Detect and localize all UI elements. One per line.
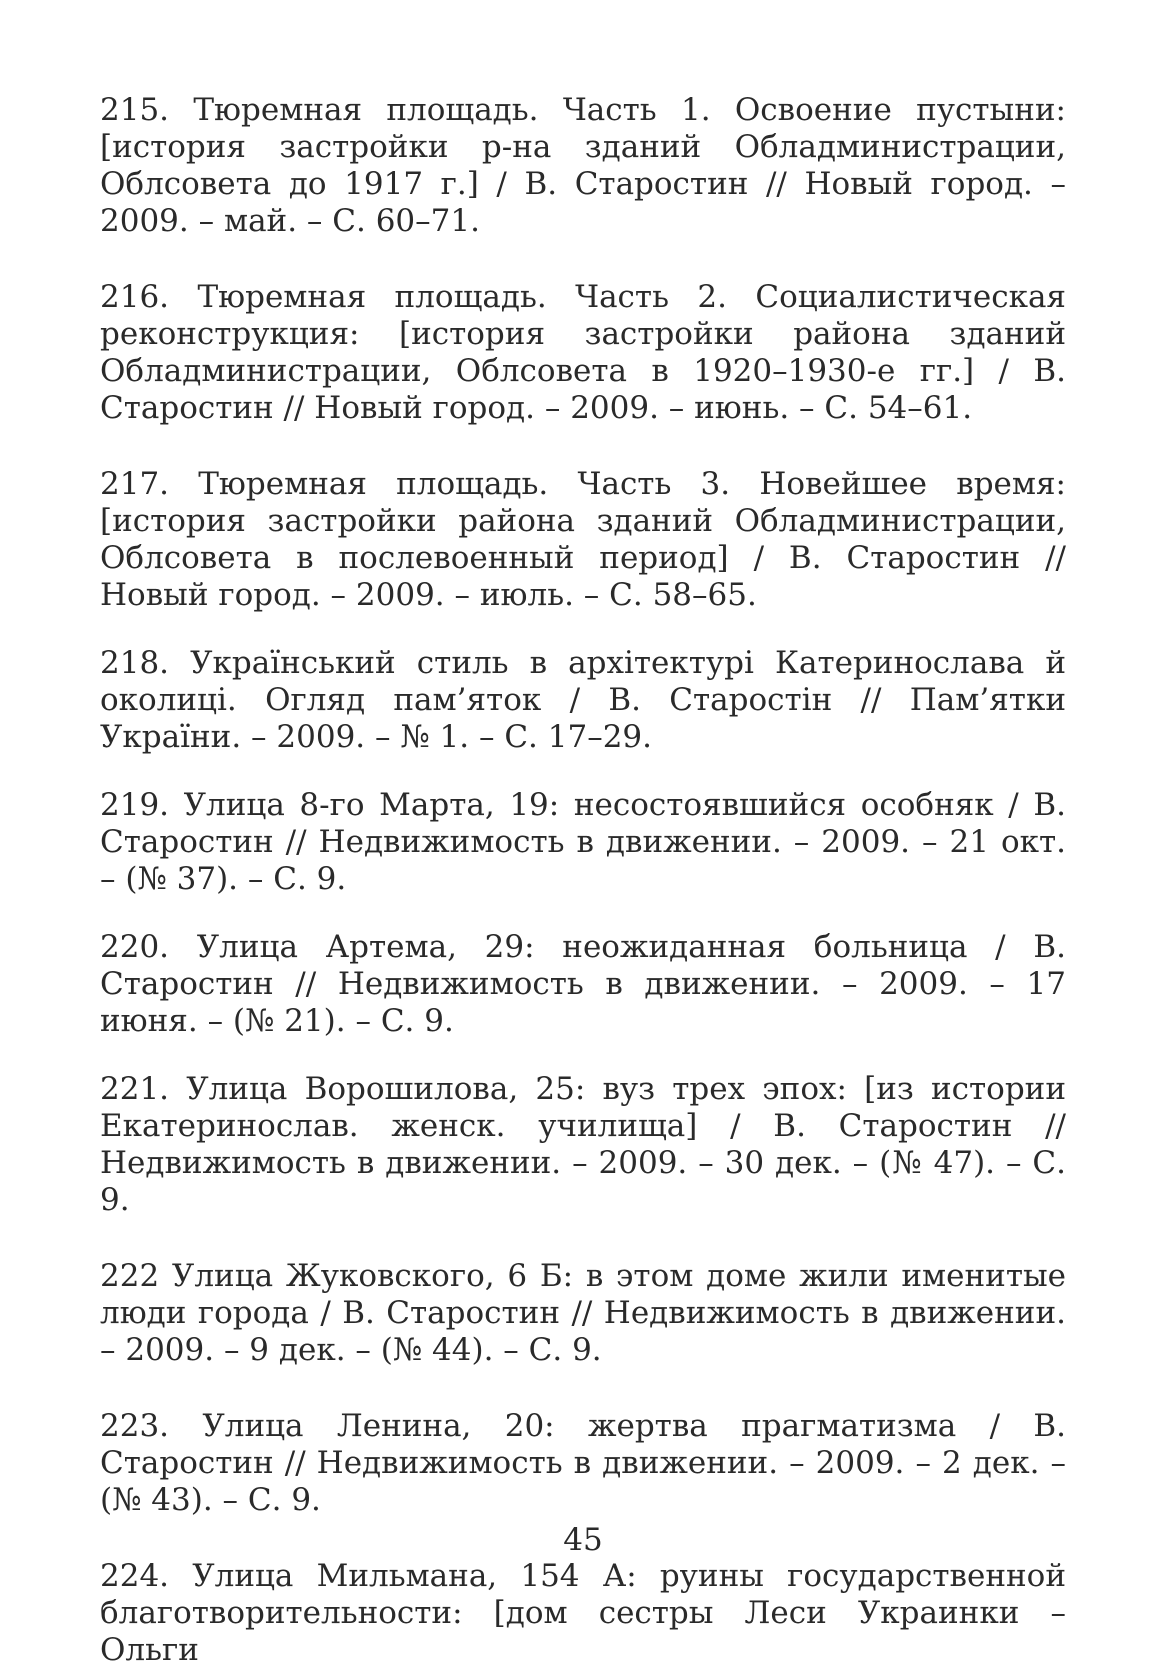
- entry-gap: [100, 1040, 1066, 1071]
- entry-221: 221. Улица Ворошилова, 25: вуз трех эпох: [из истории Екатеринослав. женск. училища] / В. Старостин // Недвижимость в движении. – 2009. – 30 дек. – (№ 47). – С. 9.: [100, 1071, 1066, 1218]
- entry-220: 220. Улица Артема, 29: неожиданная больница / В. Старостин // Недвижимость в движении. – 2009. – 17 июня. – (№ 21). – С. 9.: [100, 929, 1066, 1039]
- entry-gap: [100, 427, 1066, 466]
- entry-215: 215. Тюремная площадь. Часть 1. Освоение пустыни: [история застройки р-на зданий Обладминистрации, Облсовета до 1917 г.] / В. Старостин // Новый город. – 2009. – май. – С. 60–71.: [100, 92, 1066, 239]
- entry-218: 218. Український стиль в архітектурі Катеринослава й околиці. Огляд пам’яток / В. Старостін // Пам’ятки України. – 2009. – № 1. – С. 17–29.: [100, 645, 1066, 755]
- entry-216: 216. Тюремная площадь. Часть 2. Социалистическая реконструкция: [история застройки района зданий Обладминистрации, Облсовета в 1920–1930-е гг.] / В. Старостин // Новый город. – 2009. – июнь. – С. 54–61.: [100, 279, 1066, 426]
- entry-223: 223. Улица Ленина, 20: жертва прагматизма / В. Старостин // Недвижимость в движении. – 2009. – 2 дек. – (№ 43). – С. 9.: [100, 1408, 1066, 1518]
- entry-219: 219. Улица 8-го Марта, 19: несостоявшийся особняк / В. Старостин // Недвижимость в движении. – 2009. – 21 окт. – (№ 37). – С. 9.: [100, 787, 1066, 897]
- entry-gap: [100, 898, 1066, 929]
- entry-gap: [100, 756, 1066, 787]
- entry-gap: [100, 614, 1066, 645]
- entry-gap: [100, 240, 1066, 279]
- entry-217: 217. Тюремная площадь. Часть 3. Новейшее время: [история застройки района зданий Обладминистрации, Облсовета в послевоенный период] / В. Старостин // Новый город. – 2009. – июль. – С. 58–65.: [100, 466, 1066, 613]
- entry-222: 222 Улица Жуковского, 6 Б: в этом доме жили именитые люди города / В. Старостин // Недвижимость в движении. – 2009. – 9 дек. – (№ 44). – С. 9.: [100, 1258, 1066, 1368]
- entry-gap: [100, 1369, 1066, 1408]
- entry-224: 224. Улица Мильмана, 154 А: руины государственной благотворительности: [дом сестры Леси Украинки – Ольги: [100, 1558, 1066, 1668]
- bibliography-list: [100, 92, 1066, 1669]
- page-number: 45: [563, 1522, 603, 1558]
- entry-gap: [100, 1219, 1066, 1258]
